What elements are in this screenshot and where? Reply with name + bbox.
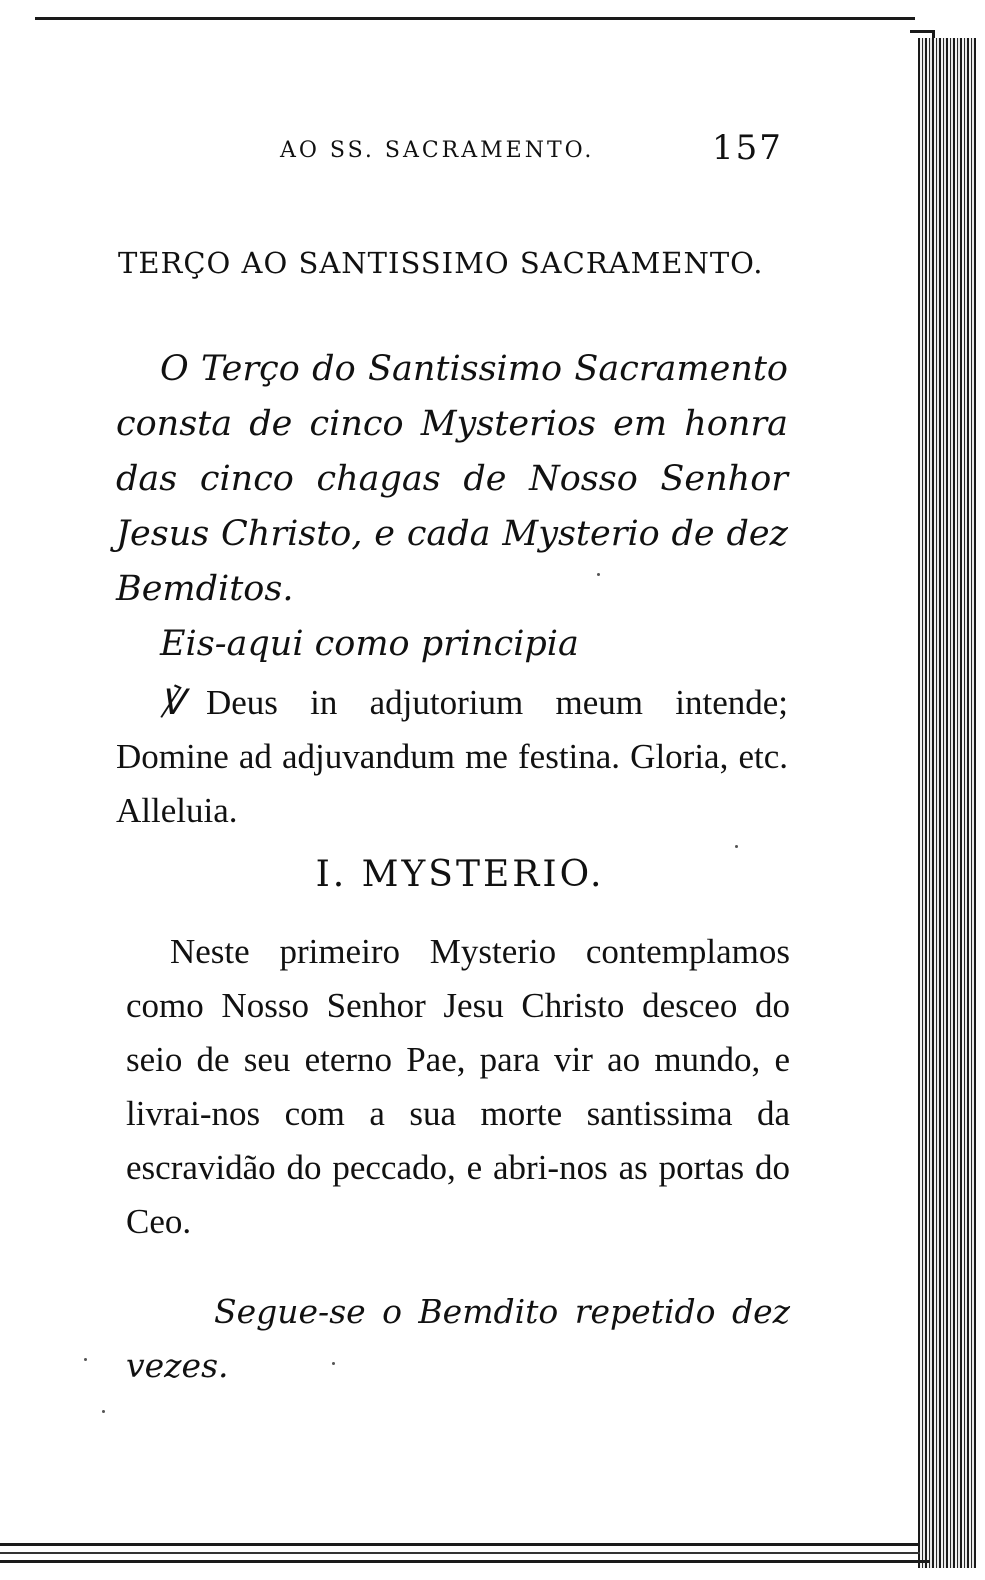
page-bottom-edge-outer <box>0 1560 930 1563</box>
running-header: AO SS. SACRAMENTO. <box>280 138 595 163</box>
ink-speck <box>102 1410 105 1413</box>
mystery-heading: I. MYSTERIO. <box>315 854 605 895</box>
versicle-paragraph <box>116 676 788 838</box>
ink-speck <box>332 1362 335 1365</box>
page-stack-edge <box>918 38 976 1568</box>
ink-speck <box>597 573 600 576</box>
versicle-icon: ℣ <box>160 683 184 722</box>
page-bottom-edge <box>0 1543 920 1546</box>
mystery-paragraph: Neste primeiro Mysterio contemplamos como Nosso Senhor Jesu Christo desceo do seio de seu eterno Pae, para vir ao mundo, e livrai-nos com a sua morte santissima da escravidão do peccado, e abri-nos as portas do Ceo. <box>126 932 790 1241</box>
intro-paragraph: O Terço do Santissimo Sacramento consta de cinco Mysterios em honra das cinco chagas de Nosso Senhor Jesus Christo, e cada Mysterio de dez Bemditos. <box>116 349 788 609</box>
ink-speck <box>84 1358 87 1361</box>
ink-speck <box>735 845 738 848</box>
page-top-edge <box>35 17 915 20</box>
versicle-text: Deus in adjutorium meum intende; Domine ad adjuvandum me festina. Gloria, etc. Alleluia. <box>116 683 788 830</box>
page-bottom-edge-inner <box>0 1552 920 1554</box>
page-number: 157 <box>712 128 783 168</box>
section-title: TERÇO AO SANTISSIMO SACRAMENTO. <box>118 246 764 280</box>
closing-instruction: Segue-se o Bemdito repetido dez vezes. <box>126 1292 790 1385</box>
invocation-intro: Eis-aqui como principia <box>160 624 579 664</box>
